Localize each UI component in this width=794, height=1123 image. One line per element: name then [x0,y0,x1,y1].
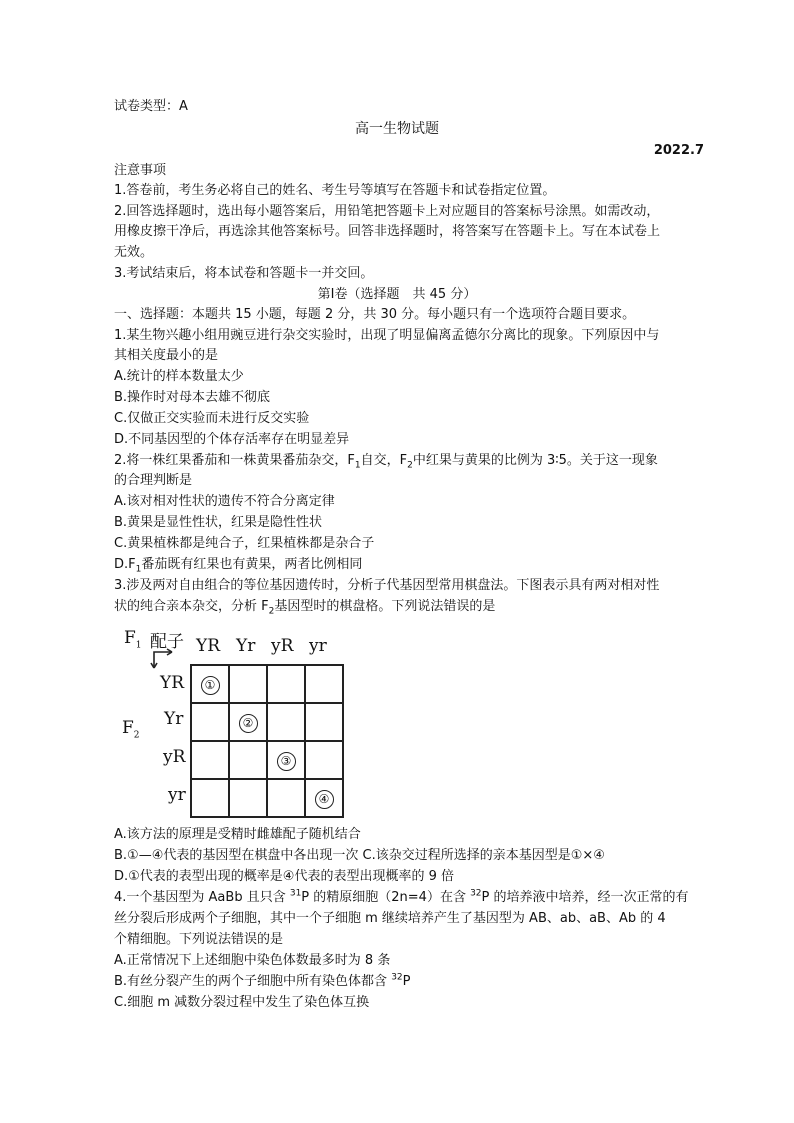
paper-type: 试卷类型：A [114,99,188,114]
row-header-4: yr [168,785,186,805]
mark-4: ④ [315,790,334,809]
q4-stem-c: 个精细胞。下列说法错误的是 [114,932,284,947]
notes-heading: 注意事项 [114,163,167,178]
q3-option-a: A.该方法的原理是受精时雌雄配子随机结合 [114,827,361,842]
q2-stem-a: 2.将一株红果番茄和一株黄果番茄杂交，$F_1$自交，$F_2$中红果与黄果的比例为 3∶5。关于这一现象 [114,453,658,471]
note-1: 1.答卷前，考生务必将自己的姓名、考生号等填写在答题卡和试卷指定位置。 [114,183,556,198]
section-title: 第Ⅰ卷（选择题 共 45 分） [317,287,477,302]
grid-row [191,779,343,817]
q1-option-d: D.不同基因型的个体存活率存在明显差异 [114,432,350,447]
q1-stem-a: 1.某生物兴趣小组用豌豆进行杂交实验时，出现了明显偏离孟德尔分离比的现象。下列原因中与 [114,328,660,343]
corner-arrow-icon [148,646,178,670]
note-2b: 用橡皮擦干净后，再选涂其他答案标号。回答非选择题时，将答案写在答题卡上。写在本试卷上 [114,224,661,239]
punnett-square-figure [114,628,354,818]
mark-3: ③ [277,752,296,771]
mark-2: ② [239,714,258,733]
grid-cell [267,703,305,741]
grid-cell [267,665,305,703]
note-2c: 无效。 [114,245,154,260]
q1-option-c: C.仅做正交实验而未进行反交实验 [114,411,310,426]
q3-option-c: C.该杂交过程所选择的亲本基因型是①×④ [362,848,605,863]
q2-stem-b: 的合理判断是 [114,473,193,488]
punnett-grid [190,664,344,818]
f1-label: $F_1$ [124,628,142,651]
grid-row [191,703,343,741]
q4-stem-a: 4.一个基因型为 AaBb 且只含 $^{31}$P 的精原细胞（2n=4）在含 $^{32}$P 的培养液中培养，经一次正常的有 [114,888,689,905]
grid-cell [229,741,267,779]
q2-option-c: C.黄果植株都是纯合子，红果植株都是杂合子 [114,536,375,551]
q1-option-a: A.统计的样本数量太少 [114,369,244,384]
q4-option-c: C.细胞 m 减数分裂过程中发生了染色体互换 [114,995,370,1010]
q3-stem-a: 3.涉及两对自由组合的等位基因遗传时，分析子代基因型常用棋盘法。下图表示具有两对相对性 [114,578,660,593]
q2-option-b: B.黄果是显性性状，红果是隐性性状 [114,515,323,530]
grid-cell [191,779,229,817]
gamete-label: 配子 [150,632,184,652]
col-header-4: yr [309,636,327,656]
grid-cell [305,741,343,779]
grid-cell [305,665,343,703]
col-header-3: yR [271,636,294,656]
q2-option-a: A.该对相对性状的遗传不符合分离定律 [114,494,335,509]
grid-row [191,665,343,703]
row-header-1: YR [160,673,185,693]
f2-label: $F_2$ [122,718,140,741]
q4-option-a: A.正常情况下上述细胞中染色体数最多时为 8 条 [114,953,391,968]
exam-date: 2022.7 [653,143,704,158]
grid-cell [229,665,267,703]
grid-cell [191,665,229,703]
q3-stem-b: 状的纯合亲本杂交，分析 $F_2$基因型时的棋盘格。下列说法错误的是 [114,599,496,617]
grid-cell [305,779,343,817]
grid-row [191,741,343,779]
mark-1: ① [201,676,220,695]
part-intro: 一、选择题：本题共 15 小题，每题 2 分，共 30 分。每小题只有一个选项符合题目要求。 [114,307,636,322]
grid-cell [267,741,305,779]
note-3: 3.考试结束后，将本试卷和答题卡一并交回。 [114,266,374,281]
q4-option-b: B.有丝分裂产生的两个子细胞中所有染色体都含 $^{32}$P [114,972,411,989]
grid-cell [229,703,267,741]
grid-cell [191,703,229,741]
col-header-1: YR [196,636,221,656]
note-2a: 2.回答选择题时，选出每小题答案后，用铅笔把答题卡上对应题目的答案标号涂黑。如需改动， [114,204,660,219]
page-title: 高一生物试题 [355,121,439,137]
grid-cell [267,779,305,817]
grid-cell [191,741,229,779]
row-header-2: Yr [164,709,184,729]
q4-stem-b: 丝分裂后形成两个子细胞，其中一个子细胞 m 继续培养产生了基因型为 AB、ab、aB、Ab 的 4 [114,911,666,926]
col-header-2: Yr [236,636,256,656]
q3-option-d: D.①代表的表型出现的概率是④代表的表型出现概率的 9 倍 [114,869,454,884]
row-header-3: yR [163,747,186,767]
q1-stem-b: 其相关度最小的是 [114,348,219,363]
q3-option-b: B.①—④代表的基因型在棋盘中各出现一次 C.该杂交过程所选择的亲本基因型是①×④ [114,848,605,863]
q2-option-d: $D.F_1$番茄既有红果也有黄果，两者比例相同 [114,557,363,575]
q1-option-b: B.操作时对母本去雄不彻底 [114,390,271,405]
grid-cell [229,779,267,817]
grid-cell [305,703,343,741]
